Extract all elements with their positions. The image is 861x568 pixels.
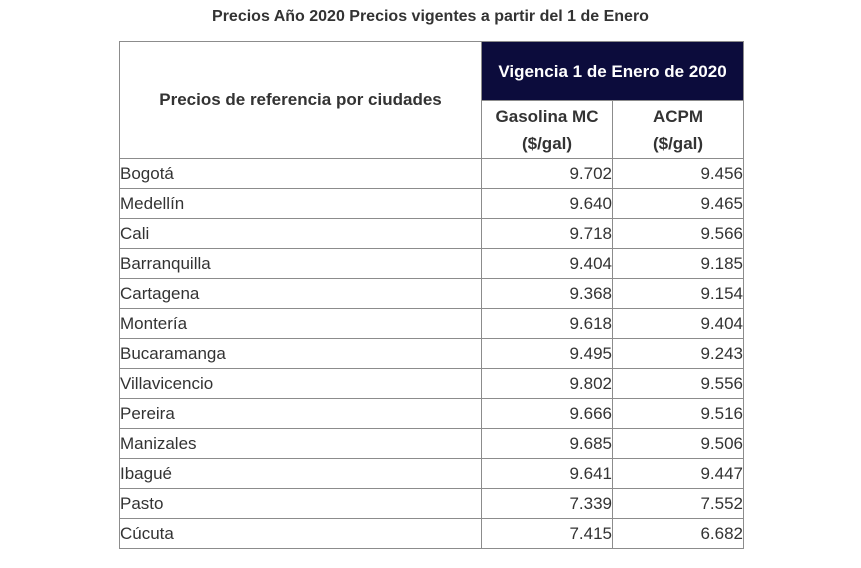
page-title: Precios Año 2020 Precios vigentes a partir del 1 de Enero — [212, 8, 649, 25]
gasolina-column-header — [482, 101, 613, 159]
city-cell: Bucaramanga — [120, 339, 482, 369]
table-row — [120, 219, 744, 249]
acpm-price-cell: 9.456 — [613, 159, 744, 189]
city-cell: Montería — [120, 309, 482, 339]
acpm-price-cell: 9.465 — [613, 189, 744, 219]
gasolina-price-cell: 9.702 — [482, 159, 613, 189]
table-row — [120, 309, 744, 339]
city-cell: Cartagena — [120, 279, 482, 309]
table-row — [120, 339, 744, 369]
acpm-price-cell: 9.243 — [613, 339, 744, 369]
acpm-price-cell: 6.682 — [613, 519, 744, 549]
gasolina-price-cell: 9.802 — [482, 369, 613, 399]
table-row — [120, 459, 744, 489]
table-row — [120, 189, 744, 219]
gasolina-price-cell: 7.415 — [482, 519, 613, 549]
table-row — [120, 159, 744, 189]
table-header-row — [120, 42, 744, 101]
table-row — [120, 429, 744, 459]
acpm-price-cell: 9.516 — [613, 399, 744, 429]
acpm-header-name: ACPM — [652, 106, 704, 126]
acpm-price-cell: 9.556 — [613, 369, 744, 399]
table-row — [120, 519, 744, 549]
table-row — [120, 249, 744, 279]
gasolina-price-cell: 9.404 — [482, 249, 613, 279]
city-cell: Manizales — [120, 429, 482, 459]
acpm-price-cell: 9.566 — [613, 219, 744, 249]
prices-table — [119, 41, 744, 549]
city-cell: Ibagué — [120, 459, 482, 489]
city-cell: Villavicencio — [120, 369, 482, 399]
city-column-header: Precios de referencia por ciudades — [120, 42, 482, 159]
city-cell: Pereira — [120, 399, 482, 429]
acpm-price-cell: 9.447 — [613, 459, 744, 489]
vigencia-group-header: Vigencia 1 de Enero de 2020 — [482, 42, 744, 101]
city-cell: Medellín — [120, 189, 482, 219]
gasolina-price-cell: 9.368 — [482, 279, 613, 309]
acpm-price-cell: 7.552 — [613, 489, 744, 519]
table-row — [120, 369, 744, 399]
city-cell: Cúcuta — [120, 519, 482, 549]
table-row — [120, 399, 744, 429]
gasolina-price-cell: 9.495 — [482, 339, 613, 369]
table-row — [120, 489, 744, 519]
gasolina-price-cell: 9.618 — [482, 309, 613, 339]
acpm-price-cell: 9.404 — [613, 309, 744, 339]
table-body — [120, 159, 744, 549]
city-cell: Barranquilla — [120, 249, 482, 279]
table-row — [120, 279, 744, 309]
acpm-header-unit: ($/gal) — [652, 133, 704, 153]
gasolina-price-cell: 9.666 — [482, 399, 613, 429]
gasolina-price-cell: 9.685 — [482, 429, 613, 459]
city-cell: Pasto — [120, 489, 482, 519]
gasolina-price-cell: 9.718 — [482, 219, 613, 249]
gasolina-header-name: Gasolina MC — [495, 106, 599, 126]
acpm-column-header — [613, 101, 744, 159]
gasolina-price-cell: 9.641 — [482, 459, 613, 489]
gasolina-header-unit: ($/gal) — [521, 133, 573, 153]
acpm-price-cell: 9.154 — [613, 279, 744, 309]
city-cell: Bogotá — [120, 159, 482, 189]
city-cell: Cali — [120, 219, 482, 249]
acpm-price-cell: 9.185 — [613, 249, 744, 279]
acpm-price-cell: 9.506 — [613, 429, 744, 459]
gasolina-price-cell: 9.640 — [482, 189, 613, 219]
gasolina-price-cell: 7.339 — [482, 489, 613, 519]
